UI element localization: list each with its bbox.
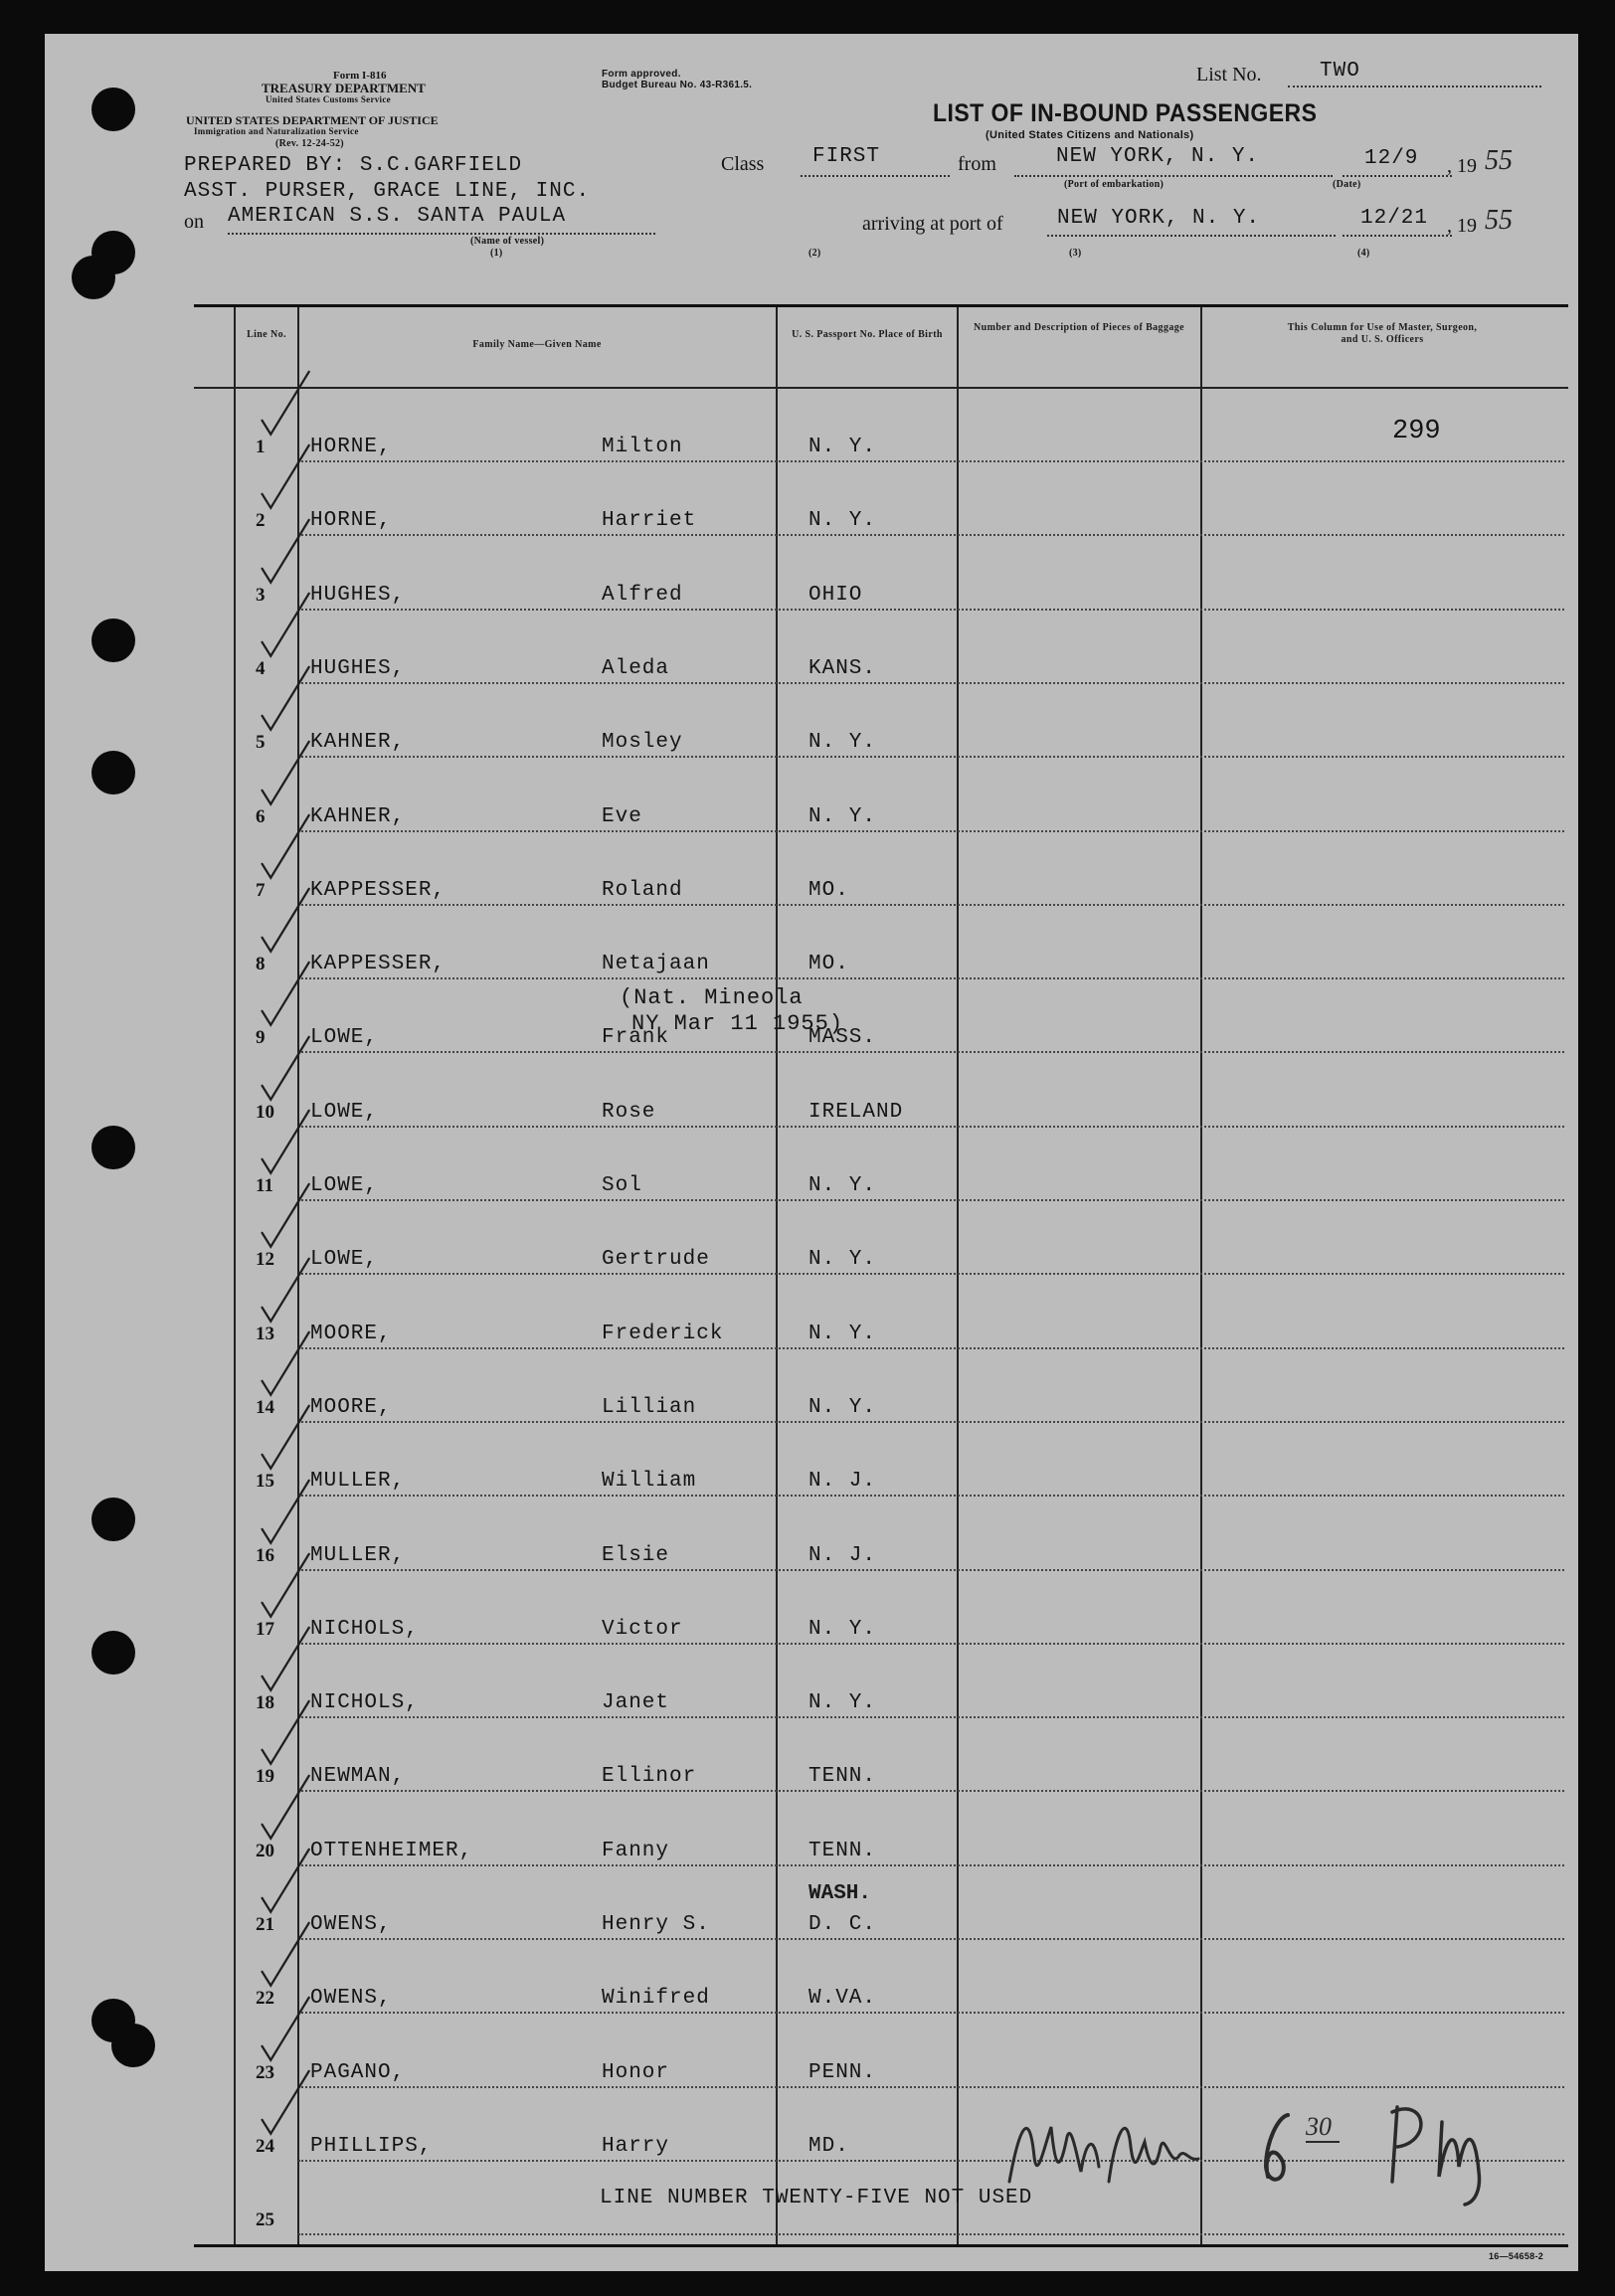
family-name: HORNE, bbox=[310, 436, 392, 458]
place-of-birth: MD. bbox=[808, 2134, 849, 2158]
punch-hole bbox=[91, 751, 135, 795]
line-number: 23 bbox=[256, 2061, 274, 2083]
line-number: 15 bbox=[256, 1471, 274, 1493]
family-name: KAPPESSER, bbox=[310, 953, 447, 976]
vessel-name: AMERICAN S.S. SANTA PAULA bbox=[228, 205, 567, 228]
table-row bbox=[194, 906, 1568, 979]
customs-service: United States Customs Service bbox=[266, 94, 391, 104]
place-of-birth: N. Y. bbox=[808, 1248, 877, 1272]
line-number: 9 bbox=[256, 1027, 266, 1049]
given-name: Frank bbox=[602, 1026, 670, 1050]
table-row bbox=[194, 462, 1568, 536]
line-number: 8 bbox=[256, 954, 266, 975]
table-row bbox=[194, 684, 1568, 758]
punch-hole bbox=[91, 618, 135, 662]
table-row bbox=[194, 759, 1568, 832]
family-name: NEWMAN, bbox=[310, 1765, 406, 1789]
vessel-field bbox=[228, 205, 655, 235]
line-number: 7 bbox=[256, 879, 266, 901]
line-number: 6 bbox=[256, 805, 266, 827]
table-row bbox=[194, 1571, 1568, 1645]
family-name: MOORE, bbox=[310, 1322, 392, 1345]
checkmark-icon bbox=[252, 1853, 321, 1926]
from-date: 12/9 bbox=[1364, 147, 1419, 170]
checkmark-icon bbox=[252, 745, 321, 818]
place-of-birth: PENN. bbox=[808, 2060, 877, 2084]
col-header-officers: This Column for Use of Master, Surgeon, and U. S. Officers bbox=[1287, 322, 1478, 345]
column-3-caption: (3) bbox=[1069, 248, 1082, 259]
family-name: KAHNER, bbox=[310, 731, 406, 755]
vessel-caption: (Name of vessel) bbox=[470, 236, 545, 247]
place-of-birth: N. Y. bbox=[808, 509, 877, 533]
line-number: 1 bbox=[256, 437, 266, 457]
line-number: 3 bbox=[256, 584, 266, 606]
family-name: OWENS, bbox=[310, 1913, 392, 1936]
family-name: LOWE, bbox=[310, 1248, 379, 1272]
given-name: Netajaan bbox=[602, 953, 710, 976]
checkmark-icon bbox=[252, 966, 321, 1039]
line-number: 21 bbox=[256, 1914, 274, 1935]
table-row bbox=[194, 1423, 1568, 1497]
family-name: KAPPESSER, bbox=[310, 878, 447, 902]
document-page bbox=[45, 34, 1578, 2271]
given-name: Alfred bbox=[602, 583, 683, 607]
place-of-birth: IRELAND bbox=[808, 1100, 904, 1124]
table-row bbox=[194, 1201, 1568, 1275]
table-row bbox=[194, 537, 1568, 611]
punch-hole bbox=[91, 1126, 135, 1169]
place-of-birth: W.VA. bbox=[808, 1987, 877, 2011]
punch-hole bbox=[72, 256, 115, 299]
list-no-field bbox=[1288, 60, 1541, 88]
checkmark-icon bbox=[252, 523, 321, 597]
checkmark-icon bbox=[252, 1040, 321, 1114]
given-name: Henry S. bbox=[602, 1913, 710, 1936]
ins-service: Immigration and Naturalization Service bbox=[194, 126, 359, 136]
table-row bbox=[194, 832, 1568, 906]
given-name: Janet bbox=[602, 1691, 670, 1715]
given-name: Eve bbox=[602, 804, 642, 828]
family-name: LOWE, bbox=[310, 1174, 379, 1197]
punch-hole bbox=[91, 1498, 135, 1541]
line-number: 25 bbox=[256, 2209, 274, 2231]
line-number: 24 bbox=[256, 2135, 274, 2157]
place-of-birth: OHIO bbox=[808, 583, 863, 607]
line-25-note: LINE NUMBER TWENTY-FIVE NOT USED bbox=[600, 2187, 1033, 2209]
arrive-date: 12/21 bbox=[1360, 207, 1429, 230]
place-of-birth: N. Y. bbox=[808, 1322, 877, 1345]
from-field bbox=[1014, 145, 1333, 177]
family-name: HUGHES, bbox=[310, 656, 406, 680]
checkmark-icon bbox=[252, 1262, 321, 1335]
family-name: KAHNER, bbox=[310, 804, 406, 828]
given-name: Mosley bbox=[602, 731, 683, 755]
given-name: Milton bbox=[602, 436, 683, 458]
line-number: 20 bbox=[256, 1840, 274, 1861]
checkmark-icon bbox=[252, 1335, 321, 1409]
form-number: Form I-816 bbox=[333, 70, 387, 82]
department-of-justice: UNITED STATES DEPARTMENT OF JUSTICE bbox=[186, 113, 439, 127]
line-number: 17 bbox=[256, 1618, 274, 1640]
checkmark-icon bbox=[252, 2001, 321, 2074]
checkmark-icon bbox=[252, 1631, 321, 1704]
family-name: HORNE, bbox=[310, 509, 392, 533]
table-row bbox=[194, 1793, 1568, 1866]
checkmark-icon bbox=[252, 2074, 321, 2148]
passenger-table bbox=[194, 304, 1568, 2247]
checkmark-icon bbox=[252, 1926, 321, 2000]
given-name: William bbox=[602, 1470, 697, 1494]
checkmark-icon bbox=[252, 818, 321, 892]
arrive-year-prefix: , 19 bbox=[1447, 215, 1477, 237]
given-name: Elsie bbox=[602, 1543, 670, 1567]
punch-hole bbox=[91, 1631, 135, 1675]
given-name: Fanny bbox=[602, 1839, 670, 1862]
form-approved: Form approved. bbox=[602, 69, 681, 80]
table-row bbox=[194, 2015, 1568, 2088]
line-number: 4 bbox=[256, 657, 266, 679]
line-number: 22 bbox=[256, 1988, 274, 2010]
naturalization-note-line-2: NY Mar 11 1955) bbox=[631, 1011, 844, 1036]
line-number: 10 bbox=[256, 1101, 274, 1123]
column-1-caption: (1) bbox=[490, 248, 503, 259]
place-of-birth: N. Y. bbox=[808, 1617, 877, 1641]
checkmark-icon bbox=[252, 670, 321, 744]
given-name: Gertrude bbox=[602, 1248, 710, 1272]
naturalization-note-line-1: (Nat. Mineola bbox=[620, 985, 804, 1010]
from-year: 55 bbox=[1485, 145, 1513, 176]
arriving-label: arriving at port of bbox=[862, 213, 1003, 235]
revision-date: (Rev. 12-24-52) bbox=[275, 138, 344, 149]
family-name: MULLER, bbox=[310, 1543, 406, 1567]
family-name: LOWE, bbox=[310, 1026, 379, 1050]
date-caption: (Date) bbox=[1333, 179, 1361, 190]
line-number: 16 bbox=[256, 1544, 274, 1566]
family-name: LOWE, bbox=[310, 1100, 379, 1124]
place-of-birth: TENN. bbox=[808, 1765, 877, 1789]
table-row bbox=[194, 1645, 1568, 1718]
family-name: NICHOLS, bbox=[310, 1691, 419, 1715]
place-of-birth: TENN. bbox=[808, 1839, 877, 1862]
punch-hole bbox=[111, 2024, 155, 2067]
line-number: 13 bbox=[256, 1323, 274, 1344]
arriving-field bbox=[1047, 207, 1336, 237]
class-value: FIRST bbox=[812, 145, 881, 168]
from-label: from bbox=[958, 153, 996, 175]
place-of-birth: N. Y. bbox=[808, 436, 877, 458]
checkmark-icon bbox=[252, 892, 321, 966]
table-row bbox=[194, 979, 1568, 1053]
place-of-birth: N. J. bbox=[808, 1470, 877, 1494]
line-number: 12 bbox=[256, 1249, 274, 1271]
col-header-baggage: Number and Description of Pieces of Baggage bbox=[974, 322, 1184, 333]
place-of-birth: KANS. bbox=[808, 656, 877, 680]
checkmark-icon bbox=[252, 448, 321, 522]
given-name: Harriet bbox=[602, 509, 697, 533]
given-name: Winifred bbox=[602, 1987, 710, 2011]
place-of-birth: N. J. bbox=[808, 1543, 877, 1567]
family-name: PAGANO, bbox=[310, 2060, 406, 2084]
family-name: MOORE, bbox=[310, 1395, 392, 1419]
column-4-caption: (4) bbox=[1357, 248, 1370, 259]
place-of-birth: MASS. bbox=[808, 1026, 877, 1050]
class-label: Class bbox=[721, 153, 765, 175]
handwritten-signature bbox=[989, 2087, 1546, 2207]
col-header-passport: U. S. Passport No. Place of Birth bbox=[792, 329, 943, 340]
arrive-date-field bbox=[1343, 207, 1452, 237]
officer-note: 299 bbox=[1392, 417, 1441, 446]
line-number: 2 bbox=[256, 510, 266, 532]
given-name: Ellinor bbox=[602, 1765, 697, 1789]
checkmark-icon bbox=[252, 1409, 321, 1483]
family-name: NICHOLS, bbox=[310, 1617, 419, 1641]
place-of-birth: N. Y. bbox=[808, 1691, 877, 1715]
given-name: Honor bbox=[602, 2060, 670, 2084]
table-row bbox=[194, 1940, 1568, 2014]
col-header-line-no: Line No. bbox=[247, 329, 286, 340]
place-of-birth: MO. bbox=[808, 953, 849, 976]
given-name: Rose bbox=[602, 1100, 656, 1124]
arrive-year: 55 bbox=[1485, 205, 1513, 236]
table-row bbox=[194, 1866, 1568, 1940]
budget-bureau: Budget Bureau No. 43-R361.5. bbox=[602, 80, 753, 90]
line-number: 11 bbox=[256, 1175, 273, 1196]
table-row bbox=[194, 1349, 1568, 1423]
arriving-port: NEW YORK, N. Y. bbox=[1057, 207, 1261, 230]
place-of-birth: MO. bbox=[808, 878, 849, 902]
naturalization-note bbox=[620, 985, 843, 1037]
form-title: LIST OF IN-BOUND PASSENGERS bbox=[933, 99, 1318, 127]
given-name: Frederick bbox=[602, 1322, 724, 1345]
from-port: NEW YORK, N. Y. bbox=[1056, 145, 1260, 168]
checkmark-icon bbox=[252, 1187, 321, 1261]
line-number: 18 bbox=[256, 1692, 274, 1714]
table-row bbox=[194, 389, 1568, 462]
checkmark-icon bbox=[252, 1779, 321, 1853]
svg-text:30: 30 bbox=[1306, 2112, 1332, 2141]
family-name: OWENS, bbox=[310, 1987, 392, 2011]
place-of-birth: N. Y. bbox=[808, 1174, 877, 1197]
checkmark-icon bbox=[252, 1704, 321, 1778]
table-row bbox=[194, 1718, 1568, 1792]
place-of-birth: N. Y. bbox=[808, 1395, 877, 1419]
given-name: Harry bbox=[602, 2134, 670, 2158]
form-subtitle: (United States Citizens and Nationals) bbox=[986, 129, 1194, 141]
from-year-prefix: , 19 bbox=[1447, 155, 1477, 177]
port-caption: (Port of embarkation) bbox=[1064, 179, 1165, 190]
given-name: Sol bbox=[602, 1174, 642, 1197]
class-field bbox=[801, 145, 950, 177]
family-name: OTTENHEIMER, bbox=[310, 1839, 473, 1862]
checkmark-icon bbox=[252, 597, 321, 670]
given-name: Victor bbox=[602, 1617, 683, 1641]
table-row bbox=[194, 1498, 1568, 1571]
place-of-birth: D. C. bbox=[808, 1913, 877, 1936]
place-of-birth: N. Y. bbox=[808, 804, 877, 828]
checkmark-icon bbox=[252, 375, 321, 448]
purser: ASST. PURSER, GRACE LINE, INC. bbox=[184, 180, 591, 203]
list-no-label: List No. bbox=[1196, 64, 1262, 86]
table-row bbox=[194, 1276, 1568, 1349]
punch-hole bbox=[91, 88, 135, 131]
prepared-by: PREPARED BY: S.C.GARFIELD bbox=[184, 154, 523, 177]
table-row bbox=[194, 1128, 1568, 1201]
from-date-field bbox=[1343, 147, 1452, 177]
family-name: HUGHES, bbox=[310, 583, 406, 607]
footer-code: 16—54658-2 bbox=[1489, 2251, 1544, 2261]
checkmark-icon bbox=[252, 1484, 321, 1557]
table-row bbox=[194, 611, 1568, 684]
table-row bbox=[194, 1054, 1568, 1128]
checkmark-icon bbox=[252, 1114, 321, 1187]
list-no-value: TWO bbox=[1320, 60, 1360, 83]
place-of-birth: N. Y. bbox=[808, 731, 877, 755]
family-name: PHILLIPS, bbox=[310, 2134, 433, 2158]
on-label: on bbox=[184, 211, 204, 233]
row-21-birth-top: WASH. bbox=[808, 1882, 872, 1905]
family-name: MULLER, bbox=[310, 1470, 406, 1494]
given-name: Roland bbox=[602, 878, 683, 902]
line-number: 19 bbox=[256, 1766, 274, 1788]
line-number: 5 bbox=[256, 732, 266, 754]
given-name: Lillian bbox=[602, 1395, 697, 1419]
treasury-department: TREASURY DEPARTMENT bbox=[262, 81, 426, 95]
checkmark-icon bbox=[252, 1557, 321, 1631]
given-name: Aleda bbox=[602, 656, 670, 680]
line-number: 14 bbox=[256, 1396, 274, 1418]
col-header-name: Family Name—Given Name bbox=[472, 339, 602, 350]
column-2-caption: (2) bbox=[808, 248, 821, 259]
